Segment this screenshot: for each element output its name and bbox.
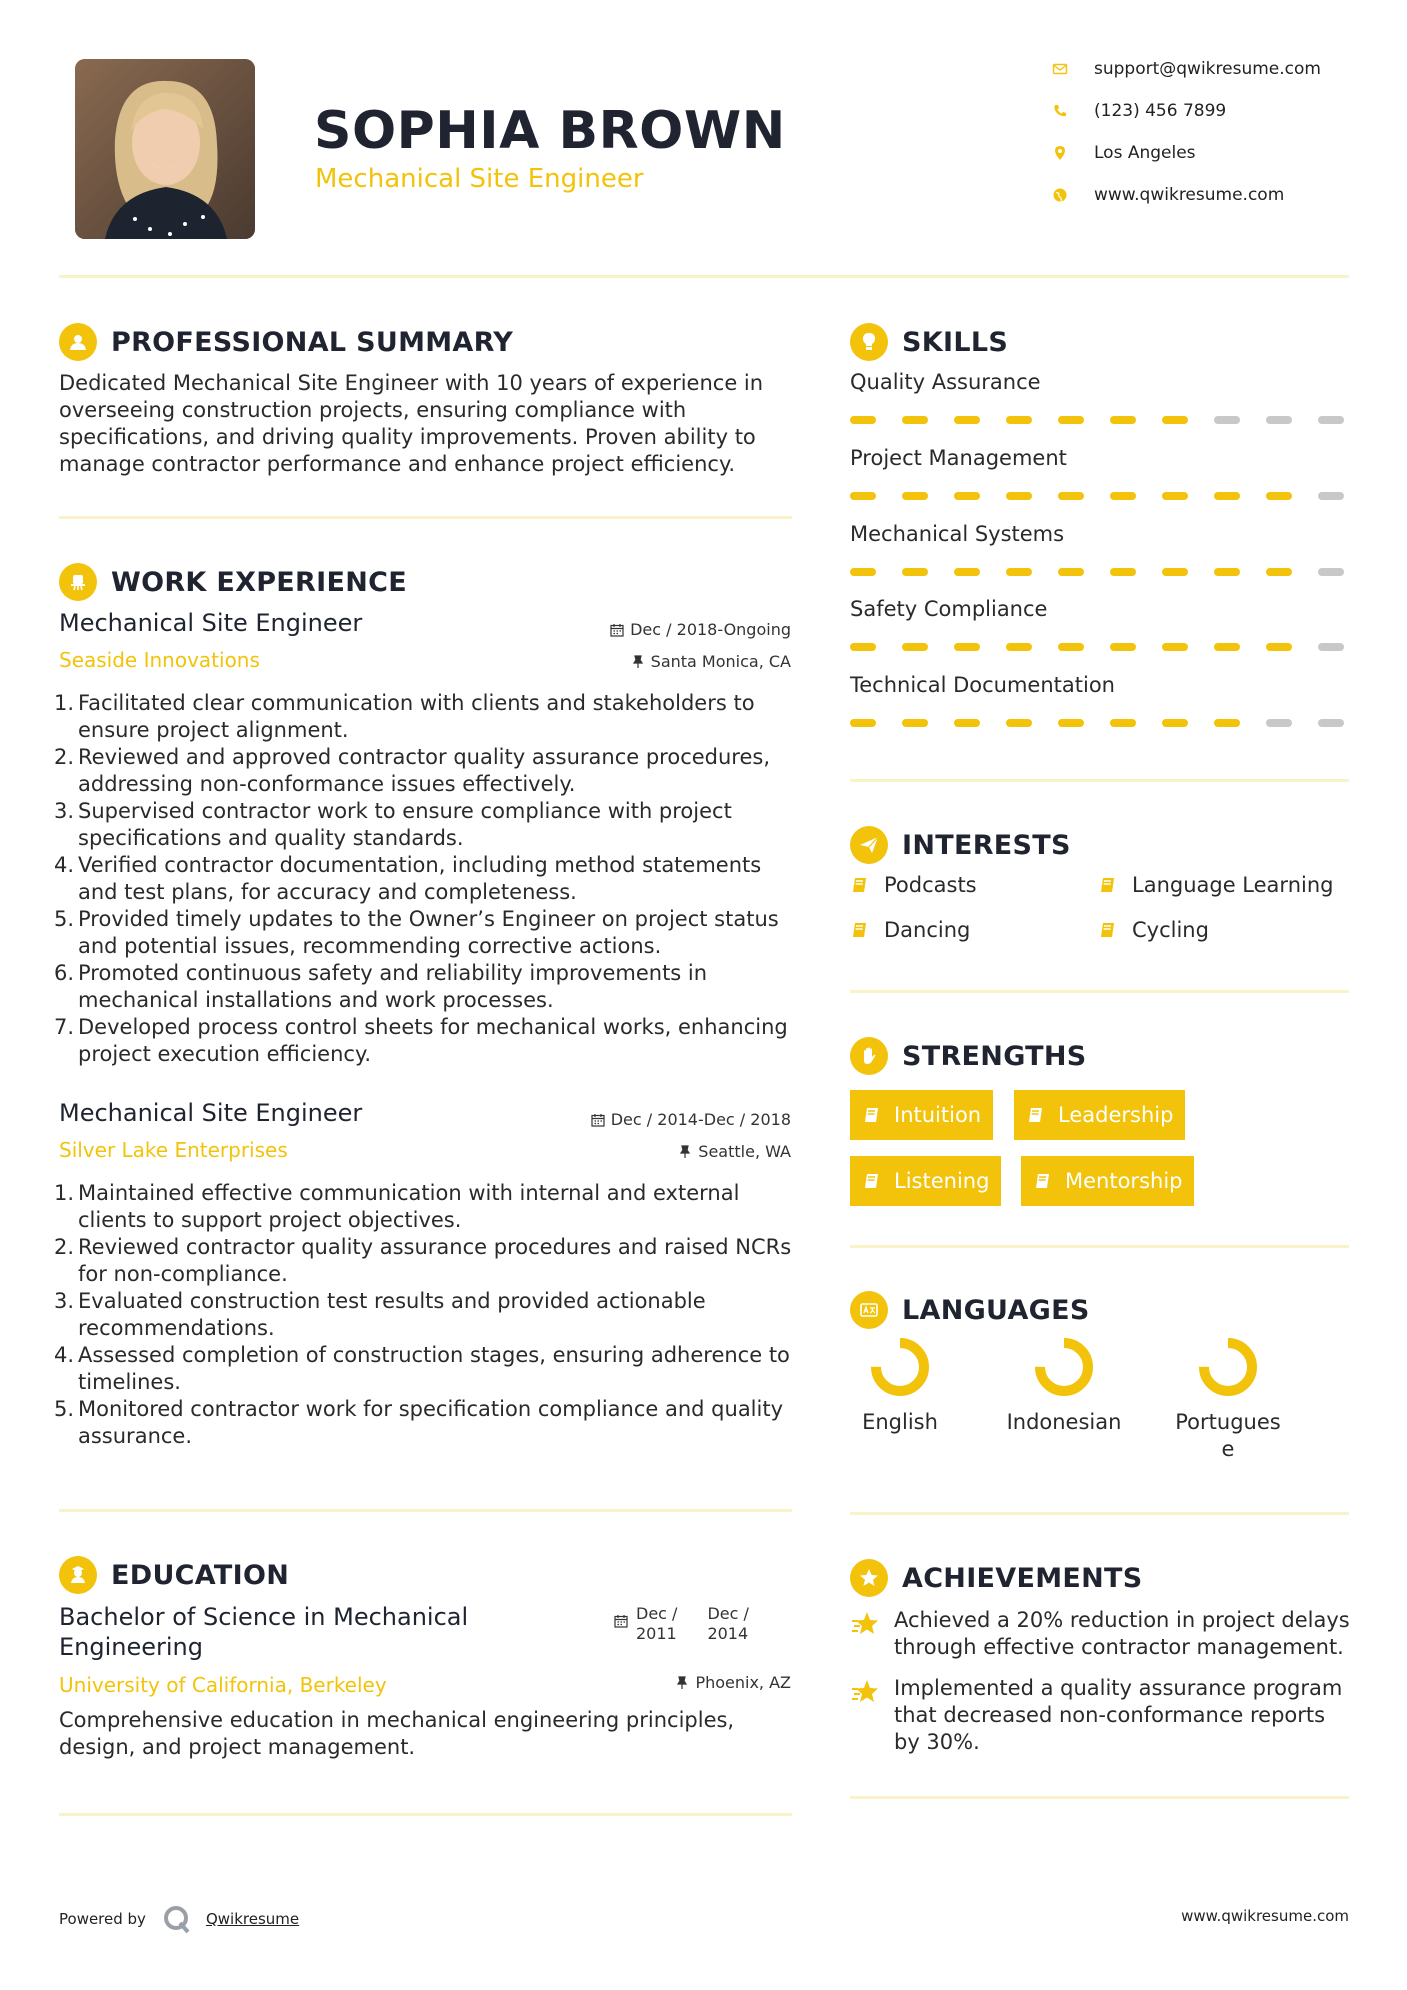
skill-dot-filled (1110, 719, 1136, 727)
footer-url[interactable]: www.qwikresume.com (1181, 1907, 1349, 1925)
pushpin-icon (678, 1145, 692, 1159)
skill-dot-empty (1214, 416, 1240, 424)
skill-name: Technical Documentation (850, 673, 1115, 697)
language-level-arc (1040, 1343, 1088, 1391)
item-text: Reviewed contractor quality assurance procedures and raised NCRs for non-compliance. (78, 1235, 792, 1286)
skill-dot-filled (1214, 568, 1240, 576)
contact-email-text: support@qwikresume.com (1094, 59, 1321, 79)
contact-location (1052, 143, 1196, 163)
responsibility-item (54, 1234, 797, 1288)
skill-dot-filled (1058, 492, 1084, 500)
book-icon (862, 1105, 882, 1125)
interest-item (850, 918, 970, 942)
language-name: Portugues e (1175, 1410, 1281, 1461)
interest-item (1098, 873, 1333, 897)
skill-dot-filled (954, 719, 980, 727)
languages-divider (850, 1512, 1349, 1515)
language-level-ring (868, 1335, 932, 1399)
skills-title: SKILLS (902, 326, 1009, 358)
skill-dot-filled (1162, 492, 1188, 500)
responsibility-item (54, 852, 797, 906)
interests-heading (850, 826, 1071, 864)
skill-dot-empty (1266, 719, 1292, 727)
degree-title: Bachelor of Science in Mechanical Engineering (59, 1603, 469, 1661)
skill-dot-filled (850, 719, 876, 727)
achievement-text: Implemented a quality assurance program that decreased non-conformance reports by 30%. (894, 1676, 1343, 1754)
profile-photo (75, 59, 255, 239)
interest-label: Dancing (884, 918, 971, 942)
education-end-year: 2014 (707, 1624, 749, 1643)
interest-item (850, 873, 977, 897)
header-divider (59, 275, 1349, 278)
language-level-ring (1196, 1335, 1260, 1399)
skill-dot-filled (1058, 568, 1084, 576)
skill-dot-filled (1006, 416, 1032, 424)
skill-dot-filled (1162, 416, 1188, 424)
item-number: 3. (54, 799, 75, 823)
pushpin-icon (631, 655, 645, 669)
skill-name: Safety Compliance (850, 597, 1048, 621)
achievements-heading (850, 1559, 1143, 1597)
skill-dot-filled (1006, 568, 1032, 576)
job-company: Silver Lake Enterprises (59, 1138, 288, 1162)
item-text: Maintained effective communication with internal and external clients to support project objectives. (78, 1181, 740, 1232)
interest-label: Cycling (1132, 918, 1209, 942)
skill-dot-filled (902, 492, 928, 500)
job-title: Mechanical Site Engineer (59, 1099, 363, 1127)
skill-dot-filled (1266, 643, 1292, 651)
experience-heading (59, 563, 407, 601)
job-date-text: Dec / 2018-Ongoing (630, 620, 791, 639)
strength-label: Leadership (1058, 1103, 1174, 1127)
contact-phone[interactable] (1052, 101, 1226, 121)
skill-dot-filled (1058, 643, 1084, 651)
responsibility-item (54, 798, 797, 852)
responsibility-item (54, 1342, 797, 1396)
skill-dot-filled (1110, 416, 1136, 424)
job-date (610, 620, 791, 639)
skill-dot-empty (1318, 416, 1344, 424)
book-icon (850, 875, 870, 895)
item-number: 2. (54, 745, 75, 769)
item-number: 5. (54, 907, 75, 931)
language-item (994, 1335, 1134, 1436)
item-number: 2. (54, 1235, 75, 1259)
interests-divider (850, 990, 1349, 993)
item-text: Provided timely updates to the Owner’s Engineer on project status and potential issues, recommending corrective actions. (78, 907, 779, 958)
skill-dot-filled (1162, 568, 1188, 576)
strengths-heading (850, 1037, 1087, 1075)
strengths-divider (850, 1245, 1349, 1248)
skill-dot-filled (1006, 643, 1032, 651)
achievements-title: ACHIEVEMENTS (902, 1562, 1143, 1594)
calendar-icon (591, 1113, 605, 1127)
skill-dot-filled (1162, 643, 1188, 651)
language-name: English (862, 1410, 938, 1434)
achievement-item (850, 1675, 1350, 1756)
skill-dot-filled (902, 643, 928, 651)
responsibility-item (54, 1014, 797, 1068)
languages-title: LANGUAGES (902, 1294, 1090, 1326)
item-text: Assessed completion of construction stages, ensuring adherence to timelines. (78, 1343, 790, 1394)
language-name: Indonesian (1006, 1410, 1122, 1434)
skill-level-bar (850, 568, 1344, 576)
skill-dot-filled (902, 416, 928, 424)
achievement-item (850, 1607, 1350, 1661)
contact-website-text: www.qwikresume.com (1094, 185, 1285, 205)
skill-dot-filled (954, 416, 980, 424)
lightbulb-icon (850, 323, 888, 361)
education-location-text: Phoenix, AZ (695, 1673, 791, 1692)
responsibility-item (54, 1396, 797, 1450)
skill-dot-filled (850, 643, 876, 651)
skill-name: Project Management (850, 446, 1067, 470)
skill-dot-filled (1214, 719, 1240, 727)
strength-chip (850, 1090, 993, 1140)
item-text: Evaluated construction test results and provided actionable recommendations. (78, 1289, 706, 1340)
language-level-arc (876, 1343, 924, 1391)
calendar-icon (610, 623, 624, 637)
phone-icon (1052, 103, 1068, 119)
skill-dot-filled (850, 568, 876, 576)
item-number: 7. (54, 1015, 75, 1039)
contact-phone-text: (123) 456 7899 (1094, 101, 1227, 121)
pushpin-icon (675, 1676, 689, 1690)
interest-item (1098, 918, 1209, 942)
book-icon (1033, 1171, 1053, 1191)
language-item (1158, 1335, 1298, 1463)
job-location-text: Santa Monica, CA (650, 652, 791, 671)
skill-dot-filled (954, 492, 980, 500)
star-badge-icon (850, 1559, 888, 1597)
contact-website[interactable] (1052, 185, 1284, 205)
skill-name: Quality Assurance (850, 370, 1041, 394)
skill-dot-filled (1162, 719, 1188, 727)
item-text: Reviewed and approved contractor quality assurance procedures, addressing non-conformance issues effectively. (78, 745, 771, 796)
experience-title: WORK EXPERIENCE (111, 566, 407, 598)
candidate-name: SOPHIA BROWN (314, 101, 786, 161)
skill-dot-filled (954, 643, 980, 651)
skill-dot-empty (1318, 492, 1344, 500)
skill-dot-empty (1318, 568, 1344, 576)
experience-divider (59, 1509, 792, 1512)
education-location (675, 1673, 791, 1692)
summary-title: PROFESSIONAL SUMMARY (111, 326, 514, 358)
job-date (591, 1110, 791, 1129)
summary-divider (59, 516, 792, 519)
education-heading (59, 1556, 289, 1594)
skill-level-bar (850, 416, 1344, 424)
responsibility-item (54, 690, 797, 744)
book-icon (1026, 1105, 1046, 1125)
item-number: 6. (54, 961, 75, 985)
location-pin-icon (1052, 145, 1068, 161)
item-number: 4. (54, 853, 75, 877)
job-title: Mechanical Site Engineer (59, 609, 363, 637)
interest-label: Language Learning (1132, 873, 1334, 897)
strength-label: Listening (894, 1169, 990, 1193)
skill-level-bar (850, 719, 1344, 727)
powered-by-label: Powered by (59, 1910, 146, 1928)
interests-title: INTERESTS (902, 829, 1071, 861)
skill-dot-filled (1266, 492, 1292, 500)
candidate-role: Mechanical Site Engineer (315, 164, 644, 194)
language-level-arc (1204, 1343, 1252, 1391)
skill-dot-filled (1214, 492, 1240, 500)
languages-heading (850, 1291, 1090, 1329)
skill-dot-filled (1266, 568, 1292, 576)
job-location (631, 652, 791, 671)
skill-dot-empty (1266, 416, 1292, 424)
job-responsibilities (54, 1180, 797, 1450)
achievement-text: Achieved a 20% reduction in project delays through effective contractor management. (894, 1608, 1350, 1659)
education-title: EDUCATION (111, 1559, 290, 1591)
responsibility-item (54, 960, 797, 1014)
skill-dot-filled (1058, 416, 1084, 424)
skill-dot-filled (1006, 719, 1032, 727)
skills-heading (850, 323, 1008, 361)
contact-email[interactable] (1052, 59, 1321, 79)
book-icon (850, 920, 870, 940)
qwikresume-logo-icon (162, 1904, 192, 1934)
skill-dot-filled (902, 719, 928, 727)
responsibility-item (54, 1180, 797, 1234)
interest-label: Podcasts (884, 873, 977, 897)
responsibility-item (54, 744, 797, 798)
job-responsibilities (54, 690, 797, 1068)
item-number: 4. (54, 1343, 75, 1367)
skill-dot-filled (850, 416, 876, 424)
strength-chip (1014, 1090, 1185, 1140)
translate-icon (850, 1291, 888, 1329)
book-icon (862, 1171, 882, 1191)
contact-location-text: Los Angeles (1094, 143, 1196, 163)
education-divider (59, 1813, 792, 1816)
skill-dot-filled (850, 492, 876, 500)
book-icon (1098, 875, 1118, 895)
skill-dot-filled (1110, 492, 1136, 500)
summary-heading (59, 323, 513, 361)
skill-dot-empty (1318, 719, 1344, 727)
strengths-title: STRENGTHS (902, 1040, 1087, 1072)
star-icon (850, 1677, 880, 1707)
strength-label: Intuition (894, 1103, 982, 1127)
skill-dot-filled (1214, 643, 1240, 651)
item-text: Facilitated clear communication with clients and stakeholders to ensure project alignment. (78, 691, 755, 742)
skill-dot-filled (1110, 568, 1136, 576)
calendar-icon (614, 1614, 628, 1628)
skill-name: Mechanical Systems (850, 522, 1065, 546)
skills-divider (850, 779, 1349, 782)
skill-dot-filled (954, 568, 980, 576)
responsibility-item (54, 906, 797, 960)
item-number: 1. (54, 1181, 75, 1205)
job-company: Seaside Innovations (59, 648, 260, 672)
briefcase-chair-icon (59, 563, 97, 601)
education-start-year: 2011 (636, 1624, 677, 1643)
strength-chip (1021, 1156, 1194, 1206)
language-item (830, 1335, 970, 1436)
skill-dot-filled (1110, 643, 1136, 651)
qwikresume-link[interactable]: Qwikresume (205, 1910, 300, 1928)
item-text: Supervised contractor work to ensure compliance with project specifications and quality standards. (78, 799, 732, 850)
strength-label: Mentorship (1065, 1169, 1183, 1193)
item-number: 1. (54, 691, 75, 715)
job-location-text: Seattle, WA (698, 1142, 791, 1161)
skill-dot-filled (1058, 719, 1084, 727)
graduate-icon (59, 1556, 97, 1594)
star-icon (850, 1609, 880, 1639)
skill-dot-empty (1318, 643, 1344, 651)
raised-hand-icon (850, 1037, 888, 1075)
item-text: Verified contractor documentation, including method statements and test plans, for accuracy and completeness. (78, 853, 762, 904)
book-icon (1098, 920, 1118, 940)
language-level-ring (1032, 1335, 1096, 1399)
skill-level-bar (850, 492, 1344, 500)
item-text: Promoted continuous safety and reliability improvements in mechanical installations and work processes. (78, 961, 708, 1012)
footer-powered-by (59, 1904, 299, 1934)
summary-text: Dedicated Mechanical Site Engineer with 10 years of experience in overseeing construction projects, ensuring compliance with specifications, and driving quality improvements. Proven ability to manage contractor performance and enhance project efficiency. (59, 371, 764, 476)
item-text: Developed process control sheets for mechanical works, enhancing project execution efficiency. (78, 1015, 788, 1066)
education-end-month: Dec / (707, 1604, 749, 1623)
skill-dot-filled (902, 568, 928, 576)
education-start-month: Dec / (636, 1604, 678, 1623)
item-text: Monitored contractor work for specification compliance and quality assurance. (78, 1397, 784, 1448)
skill-dot-filled (1006, 492, 1032, 500)
mail-icon (1052, 61, 1068, 77)
education-text: Comprehensive education in mechanical engineering principles, design, and project management. (59, 1708, 735, 1759)
user-icon (59, 323, 97, 361)
item-number: 3. (54, 1289, 75, 1313)
job-date-text: Dec / 2014-Dec / 2018 (610, 1110, 791, 1129)
education-date (614, 1604, 749, 1644)
globe-icon (1052, 187, 1068, 203)
paper-plane-icon (850, 826, 888, 864)
job-location (678, 1142, 791, 1161)
skill-level-bar (850, 643, 1344, 651)
school-name: University of California, Berkeley (59, 1673, 387, 1697)
item-number: 5. (54, 1397, 75, 1421)
strength-chip (850, 1156, 1001, 1206)
achievements-divider (850, 1796, 1349, 1799)
responsibility-item (54, 1288, 797, 1342)
